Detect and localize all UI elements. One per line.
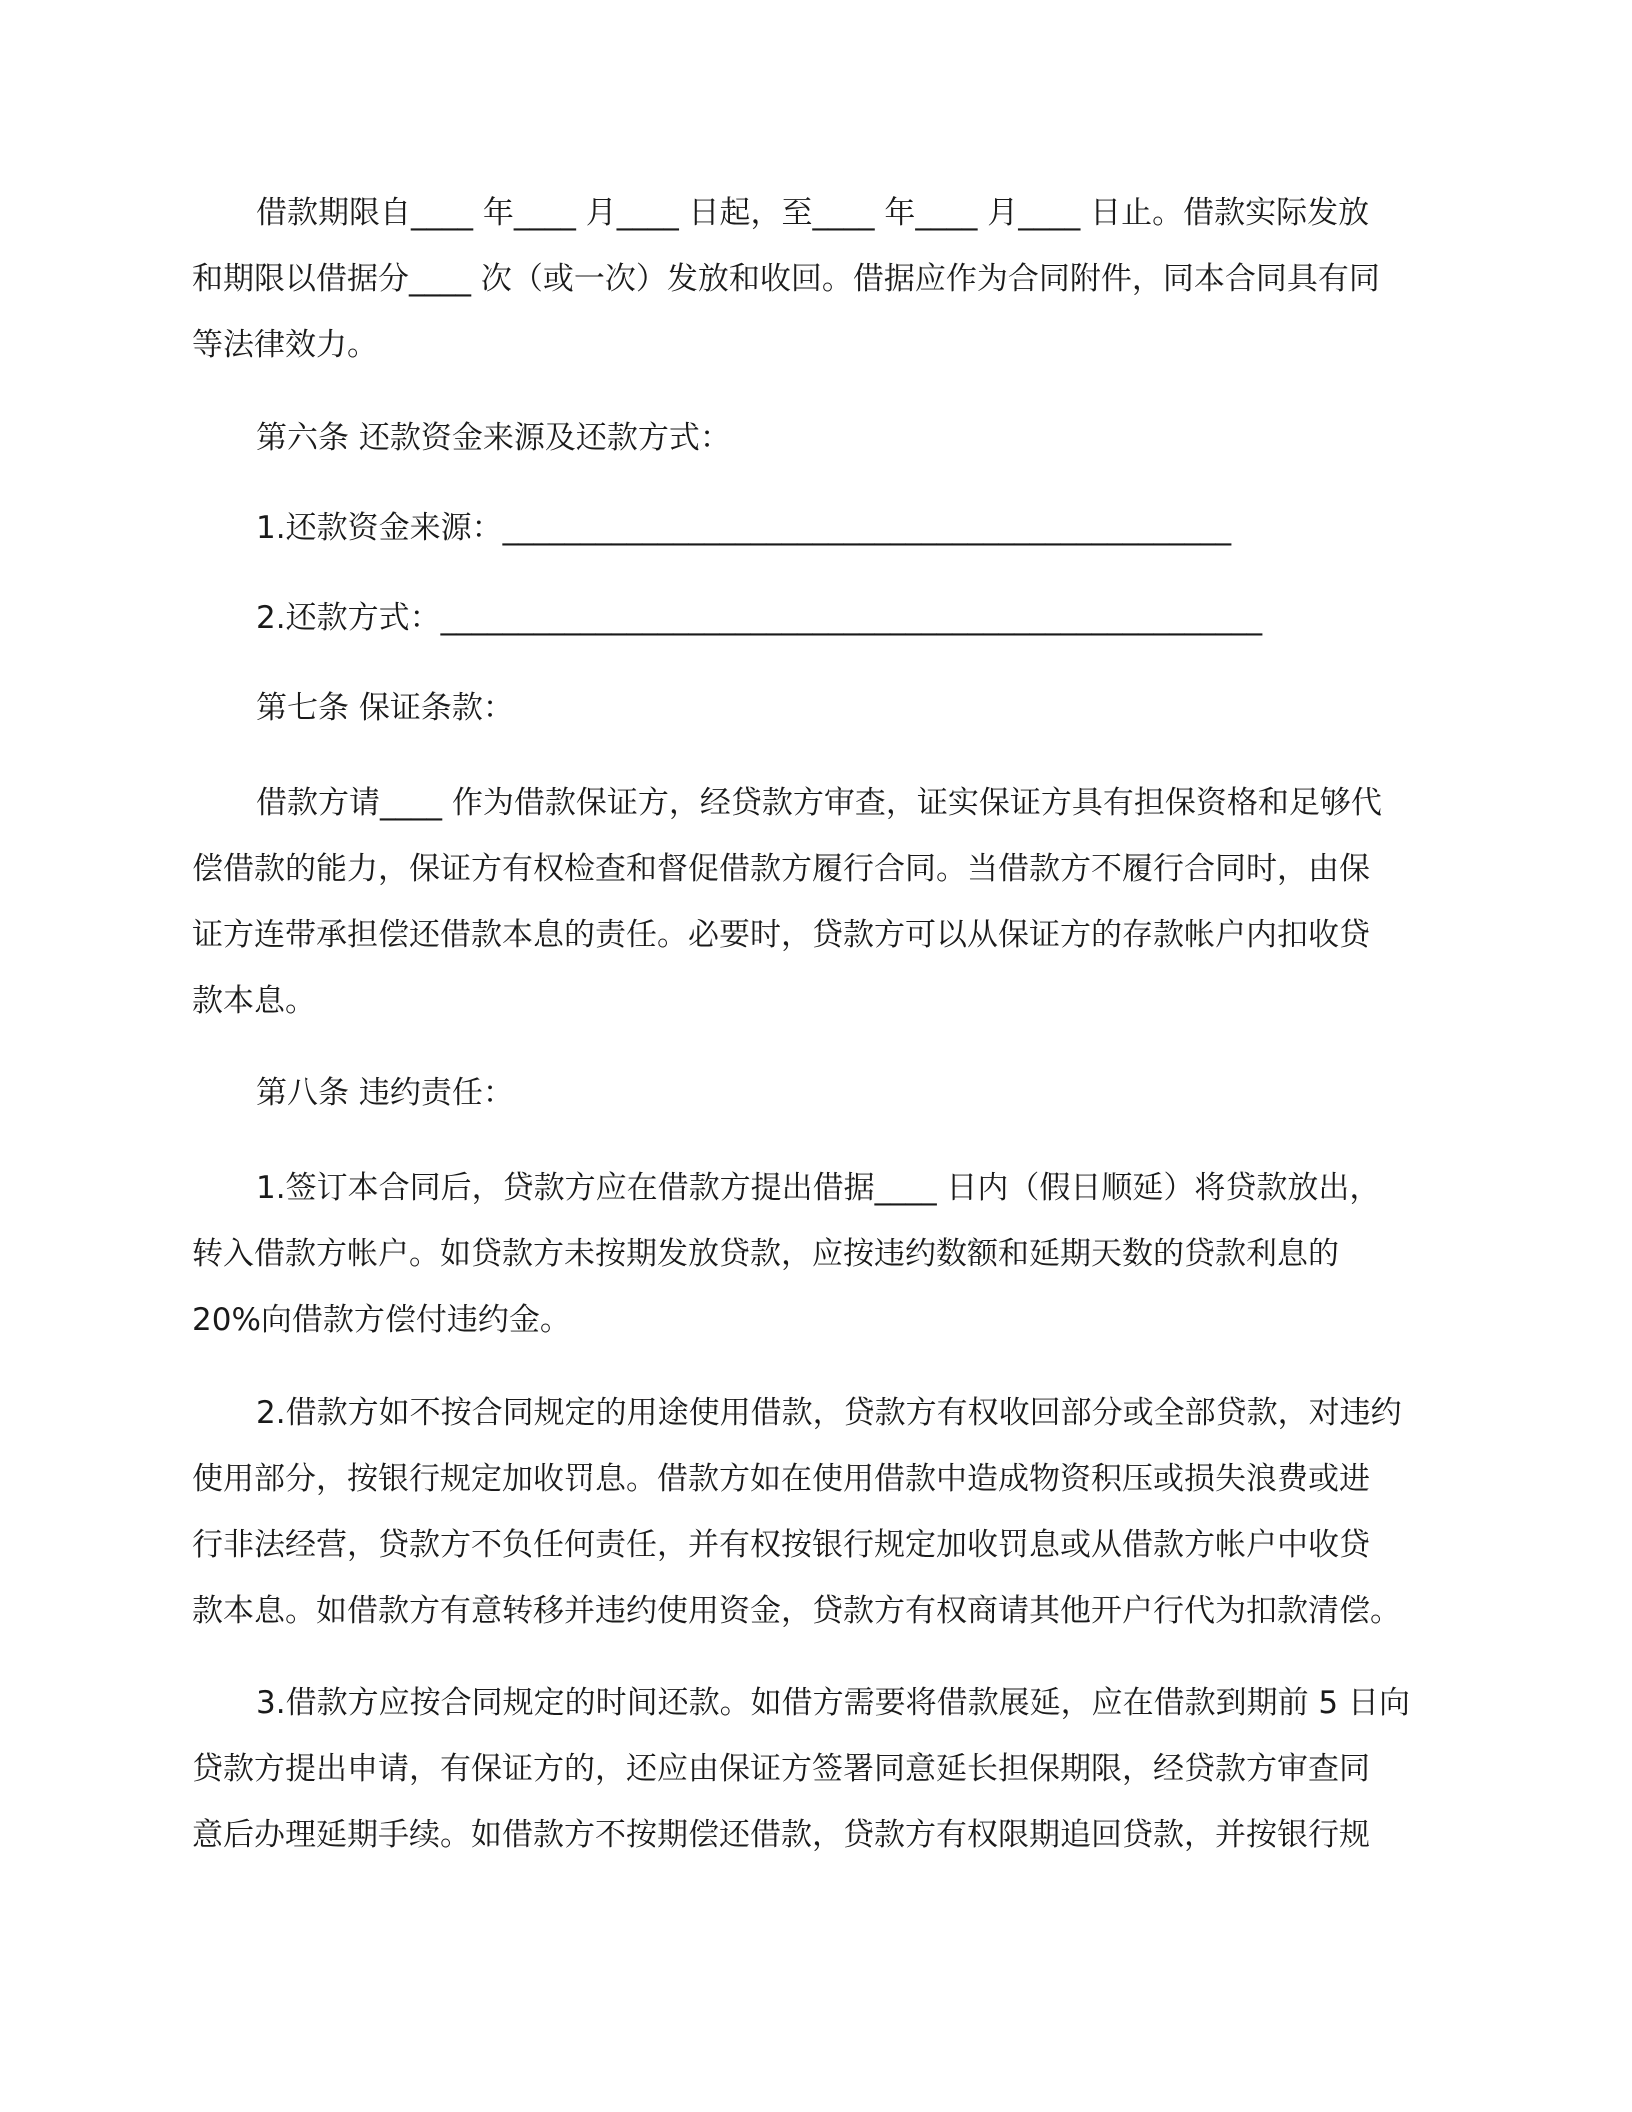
text-line: 使用部分，按银行规定加收罚息。借款方如在使用借款中造成物资积压或损失浪费或进: [192, 1461, 1370, 1497]
text-line: 意后办理延期手续。如借款方不按期偿还借款，贷款方有权限期追回贷款，并按银行规: [192, 1817, 1370, 1853]
article-6-item-2: [192, 585, 1452, 651]
article-8-item-3: [192, 1670, 1452, 1868]
article-8-item-2: [192, 1380, 1452, 1644]
article-7-body: [192, 770, 1452, 1034]
text-line: 借款方请____ 作为借款保证方，经贷款方审查，证实保证方具有担保资格和足够代: [256, 785, 1382, 821]
article-7-heading: [192, 675, 1452, 741]
text-line: 20%向借款方偿付违约金。: [192, 1302, 571, 1338]
text-line: 借款期限自____ 年____ 月____ 日起，至____ 年____ 月____ 日止。借款实际发放: [256, 195, 1370, 231]
text-line: 2.还款方式：_____________________________________________________: [256, 600, 1263, 636]
text-line: 等法律效力。: [192, 327, 378, 363]
text-line: 2.借款方如不按合同规定的用途使用借款，贷款方有权收回部分或全部贷款，对违约: [256, 1395, 1402, 1431]
text-line: 3.借款方应按合同规定的时间还款。如借方需要将借款展延，应在借款到期前 5 日向: [256, 1685, 1411, 1721]
section-heading: 第七条 保证条款：: [256, 690, 514, 726]
text-line: 贷款方提出申请，有保证方的，还应由保证方签署同意延长担保期限，经贷款方审查同: [192, 1751, 1370, 1787]
text-line: 转入借款方帐户。如贷款方未按期发放贷款，应按违约数额和延期天数的贷款利息的: [192, 1236, 1339, 1272]
text-line: 款本息。如借款方有意转移并违约使用资金，贷款方有权商请其他开户行代为扣款清偿。: [192, 1593, 1401, 1629]
text-line: 1.签订本合同后，贷款方应在借款方提出借据____ 日内（假日顺延）将贷款放出，: [256, 1170, 1381, 1206]
text-line: 行非法经营，贷款方不负任何责任，并有权按银行规定加收罚息或从借款方帐户中收贷: [192, 1527, 1370, 1563]
paragraph-term-period: [192, 180, 1452, 378]
text-line: 证方连带承担偿还借款本息的责任。必要时，贷款方可以从保证方的存款帐户内扣收贷: [192, 917, 1370, 953]
section-heading: 第六条 还款资金来源及还款方式：: [256, 420, 731, 456]
article-6-heading: [192, 405, 1452, 471]
text-line: 款本息。: [192, 983, 316, 1019]
article-8-item-1: [192, 1155, 1452, 1353]
text-line: 1.还款资金来源：_______________________________________________: [256, 510, 1232, 546]
text-line: 和期限以借据分____ 次（或一次）发放和收回。借据应作为合同附件，同本合同具有同: [192, 261, 1380, 297]
section-heading: 第八条 违约责任：: [256, 1075, 514, 1111]
text-line: 偿借款的能力，保证方有权检查和督促借款方履行合同。当借款方不履行合同时，由保: [192, 851, 1370, 887]
article-6-item-1: [192, 495, 1452, 561]
article-8-heading: [192, 1060, 1452, 1126]
